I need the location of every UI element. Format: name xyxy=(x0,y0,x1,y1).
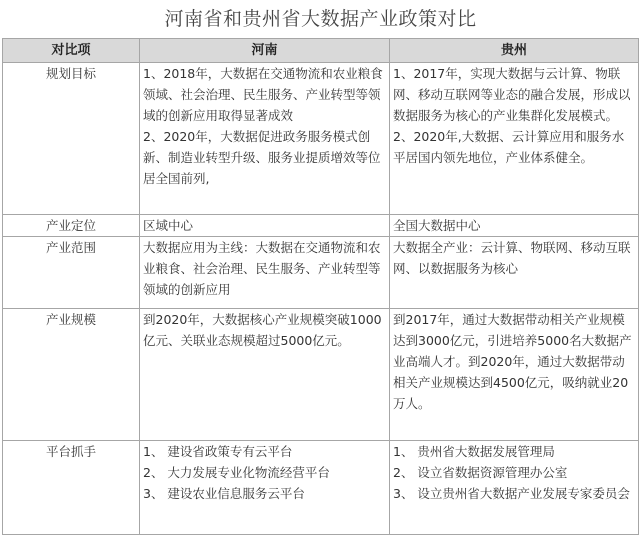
guizhou-line: 2、2020年,大数据、云计算应用和服务水平居国内领先地位，产业体系健全。 xyxy=(393,129,625,165)
row-item-label: 平台抓手 xyxy=(3,441,140,535)
row-item-label: 规划目标 xyxy=(3,63,140,215)
row-item-label: 产业范围 xyxy=(3,237,140,309)
header-row xyxy=(3,39,639,63)
henan-line: 1、2018年，大数据在交通物流和农业粮食领域、社会治理、民生服务、产业转型等领域的创新应用取得显著成效 xyxy=(143,66,383,123)
guizhou-line: 2、 设立省数据资源管理办公室 xyxy=(393,465,568,480)
henan-line: 到2020年，大数据核心产业规模突破1000亿元、关联业态规模超过5000亿元。 xyxy=(143,312,382,348)
guizhou-cell xyxy=(390,63,639,215)
henan-line: 2、2020年，大数据促进政务服务模式创新、制造业转型升级、服务业提质增效等位居全国前列, xyxy=(143,129,381,186)
henan-line: 区域中心 xyxy=(143,218,194,233)
henan-line: 3、 建设农业信息服务云平台 xyxy=(143,486,305,501)
henan-line: 1、 建设省政策专有云平台 xyxy=(143,444,293,459)
guizhou-line: 全国大数据中心 xyxy=(393,218,481,233)
henan-cell xyxy=(140,309,390,441)
guizhou-cell xyxy=(390,237,639,309)
henan-line: 2、 大力发展专业化物流经营平台 xyxy=(143,465,330,480)
guizhou-line: 到2017年，通过大数据带动相关产业规模达到3000亿元，引进培养5000名大数据产业高端人才。到2020年，通过大数据带动相关产业规模达到4500亿元，吸纳就业20万人。 xyxy=(393,312,632,411)
row-platform xyxy=(3,441,639,535)
row-industry-scale xyxy=(3,309,639,441)
henan-cell xyxy=(140,215,390,237)
row-industry-positioning xyxy=(3,215,639,237)
row-planning-goal xyxy=(3,63,639,215)
table-title: 河南省和贵州省大数据产业政策对比 xyxy=(164,8,477,30)
henan-cell xyxy=(140,237,390,309)
guizhou-line: 1、 贵州省大数据发展管理局 xyxy=(393,444,555,459)
comparison-table xyxy=(2,38,639,535)
header-guizhou: 贵州 xyxy=(390,39,639,63)
guizhou-line: 大数据全产业：云计算、物联网、移动互联网、以数据服务为核心 xyxy=(393,240,631,276)
guizhou-line: 1、2017年，实现大数据与云计算、物联网、移动互联网等业态的融合发展，形成以数据服务为核心的产业集群化发展模式。 xyxy=(393,66,631,123)
header-item: 对比项 xyxy=(3,39,140,63)
guizhou-cell xyxy=(390,309,639,441)
guizhou-line: 3、 设立贵州省大数据产业发展专家委员会 xyxy=(393,486,630,501)
row-item-label: 产业规模 xyxy=(3,309,140,441)
henan-line: 大数据应用为主线：大数据在交通物流和农业粮食、社会治理、民生服务、产业转型等领域的创新应用 xyxy=(143,240,381,297)
row-industry-scope xyxy=(3,237,639,309)
guizhou-cell xyxy=(390,215,639,237)
guizhou-cell xyxy=(390,441,639,535)
henan-cell xyxy=(140,63,390,215)
header-henan: 河南 xyxy=(140,39,390,63)
henan-cell xyxy=(140,441,390,535)
row-item-label: 产业定位 xyxy=(3,215,140,237)
